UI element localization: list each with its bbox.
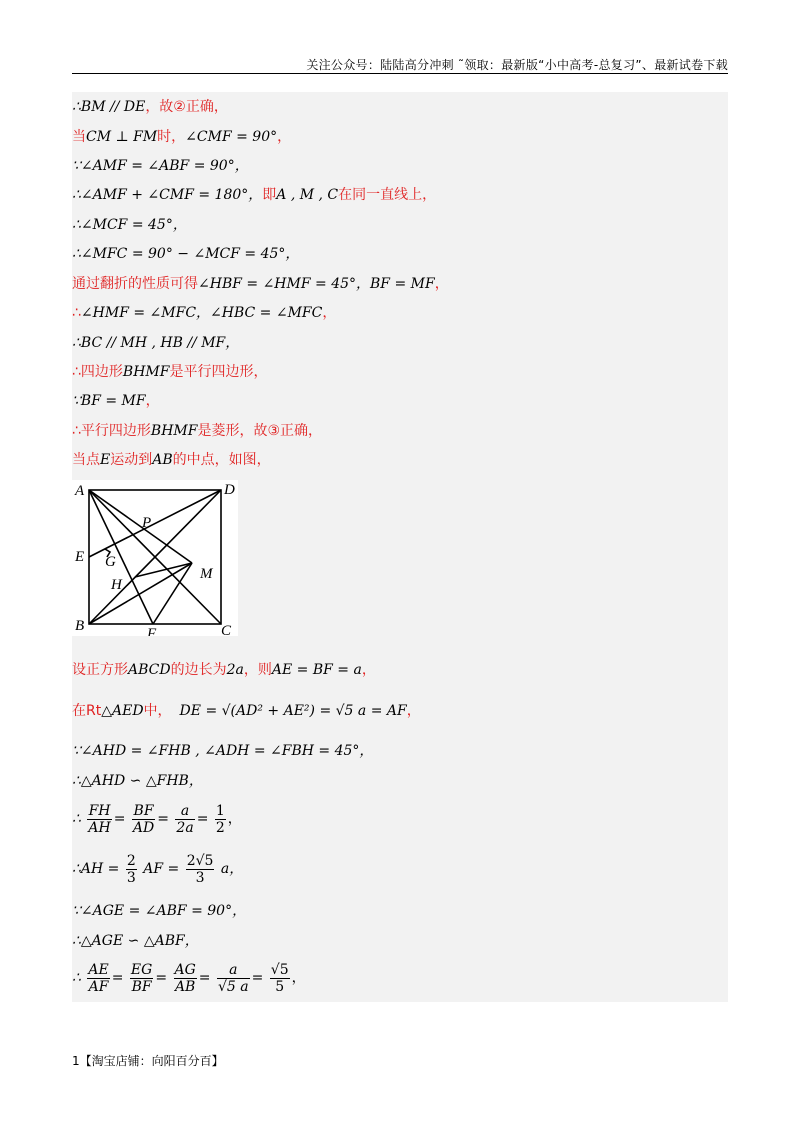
line-12: ∴平行四边形BHMF是菱形，故③正确， bbox=[72, 423, 323, 439]
line-20: ∵∠AGE = ∠ABF = 90°， bbox=[72, 903, 247, 919]
segment-ed bbox=[89, 490, 221, 557]
fraction-a-sqrt5a: $\frac{a}{√5 a}$ bbox=[217, 961, 249, 995]
line-10: ∴四边形BHMF是平行四边形， bbox=[72, 364, 268, 380]
fraction-bf-ad: $\frac{BF}{AD}$ bbox=[132, 802, 155, 836]
line-2: 当CM ⊥ FM时，∠CMF = 90°， bbox=[72, 129, 292, 145]
line-16: ∵∠AHD = ∠FHB , ∠ADH = ∠FBH = 45°， bbox=[72, 743, 374, 759]
line-3: ∵∠AMF = ∠ABF = 90°， bbox=[72, 158, 249, 174]
label-a: A bbox=[75, 483, 85, 499]
segment-fm bbox=[153, 563, 192, 624]
line-18: ∴ $\frac{FH}{AH}$ = $\frac{BF}{AD}$ = $\frac{a}{2a}$ = $\frac{1}{2}$ ， bbox=[72, 802, 242, 836]
line-8: ∴∠HMF = ∠MFC，∠HBC = ∠MFC， bbox=[72, 305, 337, 321]
line-17: ∴△AHD ∽ △FHB， bbox=[72, 773, 203, 789]
line-22: ∴ $\frac{AE}{AF}$ = $\frac{EG}{BF}$ = $\frac{AG}{AB}$ = $\frac{a}{√5 a}$ = $\frac{√5}{5}$ ， bbox=[72, 961, 306, 995]
line-9: ∴BC // MH , HB // MF， bbox=[72, 335, 240, 351]
geometry-figure bbox=[72, 480, 238, 636]
label-b: B bbox=[75, 618, 85, 634]
fraction-1-2: $\frac{1}{2}$ bbox=[215, 802, 225, 836]
solution-content bbox=[72, 92, 728, 1002]
line-7: 通过翻折的性质可得∠HBF = ∠HMF = 45°，BF = MF， bbox=[72, 276, 449, 292]
segment-am bbox=[89, 490, 192, 563]
square-diagram bbox=[72, 480, 238, 636]
label-h: H bbox=[111, 577, 122, 593]
fraction-ag-ab: $\frac{AG}{AB}$ bbox=[174, 961, 196, 995]
line-14: 设正方形ABCD的边长为2a，则AE = BF = a， bbox=[72, 662, 376, 678]
label-f: F bbox=[147, 626, 157, 636]
page-footer: 1【淘宝店铺：向阳百分百】 bbox=[72, 1054, 224, 1068]
line-5: ∴∠MCF = 45°， bbox=[72, 217, 187, 233]
line-21: ∴△AGE ∽ △ABF， bbox=[72, 933, 199, 949]
header-rule bbox=[72, 73, 728, 74]
page-header: 关注公众号：陆陆高分冲刺 ˜领取：最新版“小中高考-总复习”、最新试卷下载 bbox=[306, 58, 728, 72]
fraction-2sqrt5-3: $\frac{2√5}{3}$ bbox=[186, 852, 214, 886]
segment-af bbox=[89, 490, 153, 624]
label-e: E bbox=[75, 549, 85, 565]
label-p: P bbox=[142, 515, 152, 531]
fraction-2-3: $\frac{2}{3}$ bbox=[126, 852, 136, 886]
fraction-a-2a: $\frac{a}{2a}$ bbox=[176, 802, 194, 836]
fraction-ae-af: $\frac{AE}{AF}$ bbox=[88, 961, 109, 995]
line-4: ∴∠AMF + ∠CMF = 180°，即A , M , C在同一直线上， bbox=[72, 187, 437, 203]
label-g: G bbox=[105, 554, 116, 570]
fraction-sqrt5-5: $\frac{√5}{5}$ bbox=[270, 961, 289, 995]
fraction-eg-bf: $\frac{EG}{BF}$ bbox=[130, 961, 153, 995]
line-15: 在Rt△AED中， DE = √(AD² + AE²) = √5 a = AF， bbox=[72, 703, 421, 719]
label-m: M bbox=[200, 566, 213, 582]
line-13: 当点E运动到AB的中点，如图， bbox=[72, 452, 271, 468]
fraction-fh-ah: $\frac{FH}{AH}$ bbox=[88, 802, 111, 836]
label-d: D bbox=[224, 482, 235, 498]
line-11: ∵BF = MF， bbox=[72, 393, 160, 409]
line-19: ∴AH = $\frac{2}{3}$ AF = $\frac{2√5}{3}$ a， bbox=[72, 852, 244, 886]
line-6: ∴∠MFC = 90° − ∠MCF = 45°， bbox=[72, 246, 300, 262]
label-c: C bbox=[221, 623, 232, 636]
line-1: ∴BM // DE，故②正确， bbox=[72, 99, 228, 115]
